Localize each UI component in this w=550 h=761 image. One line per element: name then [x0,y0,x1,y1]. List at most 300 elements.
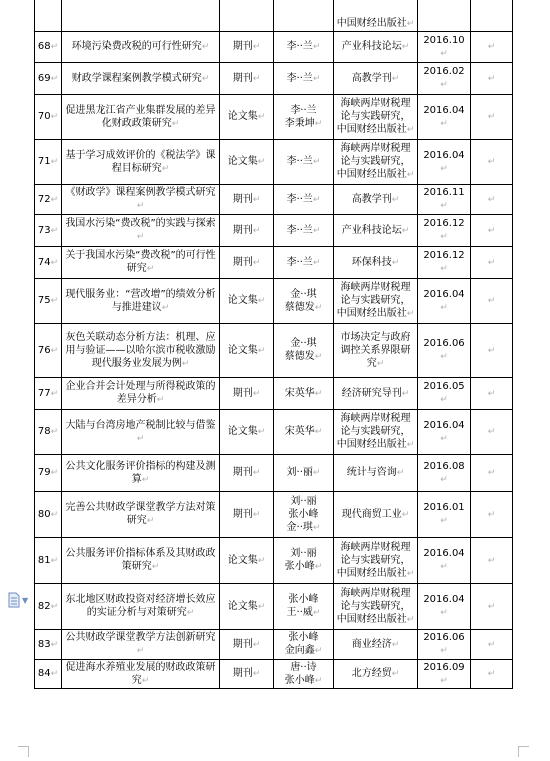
author-cell [274,215,334,247]
author-name: 金··琪 [290,338,317,349]
author-cell [274,279,334,324]
publisher-text: 海峡两岸财税理论与实践研究，中国财经出版社 [336,413,411,450]
publisher-cell [334,492,418,538]
paragraph-mark-icon: ↵ [201,73,210,84]
date-cell [418,140,471,185]
paragraph-mark-icon: ↵ [487,639,496,650]
date-text: 2016.12 [423,250,465,261]
publisher-cell [334,95,418,140]
index-text: 69 [37,72,51,84]
paragraph-mark-icon: ↵ [401,509,410,520]
publisher-cell [334,410,418,455]
paragraph-mark-icon: ↵ [401,225,410,236]
index-cell [35,247,62,279]
paragraph-mark-icon: ↵ [314,388,323,399]
date-cell [418,63,471,95]
author-name: 李··兰 [290,104,317,116]
publisher-cell [334,0,418,32]
empty-cell [471,492,513,538]
title-cell [62,95,220,140]
author-cell [274,63,334,95]
paragraph-mark-icon: ↵ [252,194,261,205]
paragraph-mark-icon: ↵ [186,608,195,618]
paragraph-mark-icon: ↵ [487,194,496,205]
paragraph-mark-icon: ↵ [314,302,323,313]
table-row [35,492,513,538]
publisher-cell [334,140,418,185]
paragraph-mark-icon: ↵ [312,157,321,167]
author-cell [274,492,334,538]
paragraph-mark-icon: ↵ [312,225,321,236]
empty-cell [471,95,513,140]
title-cell [62,185,220,215]
empty-cell [471,660,513,689]
type-text: 论文集 [227,111,258,122]
table-row [35,584,513,630]
paragraph-mark-icon: ↵ [252,73,261,84]
publisher-text: 北方经贸 [351,668,392,679]
paragraph-mark-icon: ↵ [440,118,448,129]
date-text: 2016.05 [423,381,465,392]
empty-cell [471,32,513,63]
title-text: 现代服务业：“营改增”的绩效分析与推进建议 [65,288,216,313]
date-text: 2016.09 [423,661,465,673]
publisher-cell [334,32,418,63]
table-row [35,185,513,215]
index-cell [35,0,62,32]
date-cell [418,630,471,660]
paragraph-mark-icon: ↵ [257,555,266,566]
index-text: 74 [37,256,51,268]
paragraph-mark-icon: ↵ [171,118,180,129]
title-text: 关于我国水污染“费改税”的可行性研究 [65,250,216,274]
date-text: 2016.02 [423,66,465,77]
type-cell [220,492,274,538]
author-name: 李··兰 [286,224,313,236]
paragraph-mark-icon: ↵ [440,646,448,656]
type-cell [220,63,274,95]
table-row [35,455,513,492]
empty-cell [471,0,513,32]
author-name: 李秉坤 [284,117,315,129]
date-cell [418,247,471,279]
publisher-cell [334,455,418,492]
title-cell [62,32,220,63]
type-cell [220,32,274,63]
paragraph-mark-icon: ↵ [440,562,448,572]
paragraph-mark-icon: ↵ [487,225,496,236]
title-cell [62,247,220,279]
publisher-cell [334,630,418,660]
paragraph-mark-icon: ↵ [312,608,321,618]
publisher-text: 现代商贸工业 [341,508,402,520]
paragraph-mark-icon: ↵ [50,427,59,437]
paragraph-mark-icon: ↵ [50,388,59,399]
type-text: 期刊 [232,256,253,268]
index-text: 84 [37,668,51,679]
title-cell [62,630,220,660]
paragraph-mark-icon: ↵ [314,427,323,437]
author-cell [274,185,334,215]
index-cell [35,660,62,689]
paragraph-mark-icon: ↵ [50,194,59,205]
paragraph-mark-icon: ↵ [391,257,400,268]
author-cell [274,584,334,630]
empty-cell [471,279,513,324]
empty-cell [471,185,513,215]
paragraph-mark-icon: ↵ [314,562,323,572]
author-name: 金··琪 [286,521,313,533]
title-cell [62,324,220,378]
author-cell [274,660,334,689]
publisher-text: 环保科技 [351,256,392,268]
publisher-text: 海峡两岸财税理论与实践研究，中国财经出版社 [336,98,411,135]
index-cell [35,63,62,95]
paragraph-mark-icon: ↵ [141,675,150,686]
author-name: 宋英华 [284,426,315,437]
index-text: 77 [37,387,51,399]
index-cell [35,324,62,378]
type-cell [220,455,274,492]
paragraph-mark-icon: ↵ [487,112,496,122]
empty-cell [471,538,513,584]
title-cell [62,492,220,538]
paragraph-mark-icon: ↵ [252,669,261,679]
date-text: 2016.04 [423,419,465,431]
paragraph-mark-icon: ↵ [252,468,261,478]
table-row [35,215,513,247]
date-cell [418,279,471,324]
paragraph-mark-icon: ↵ [487,388,496,399]
table-row [35,247,513,279]
paragraph-mark-icon: ↵ [312,73,321,84]
index-text: 76 [37,344,51,356]
paragraph-mark-icon: ↵ [50,73,59,84]
paragraph-mark-icon: ↵ [406,19,415,29]
publisher-text: 中国财经出版社 [336,18,407,29]
paragraph-mark-icon: ↵ [406,125,415,135]
empty-cell [471,410,513,455]
paragraph-mark-icon: ↵ [257,157,266,167]
type-cell [220,378,274,410]
publisher-text: 高教学刊 [351,72,392,84]
index-text: 80 [37,508,51,520]
index-cell [35,140,62,185]
type-cell [220,0,274,32]
title-cell [62,378,220,410]
paragraph-mark-icon: ↵ [440,232,448,242]
paragraph-mark-icon: ↵ [252,509,261,520]
paragraph-mark-icon: ↵ [156,395,165,405]
paragraph-mark-icon: ↵ [391,639,400,650]
date-text: 2016.08 [423,460,465,472]
paragraph-mark-icon: ↵ [136,201,145,211]
index-text: 83 [37,638,51,650]
index-cell [35,279,62,324]
paragraph-mark-icon: ↵ [50,639,59,650]
publisher-text: 海峡两岸财税理论与实践研究，中国财经出版社 [336,143,411,180]
table-row [35,279,513,324]
author-name: 唐··诗 [290,661,317,673]
paragraph-mark-icon: ↵ [440,675,448,686]
empty-cell [471,584,513,630]
publisher-cell [334,378,418,410]
author-cell [274,0,334,32]
title-text: 公共文化服务评价指标的构建及测算 [65,460,216,485]
paragraph-mark-icon: ↵ [487,601,496,612]
author-cell [274,247,334,279]
paragraph-mark-icon: ↵ [257,296,266,306]
type-text: 期刊 [232,668,253,679]
publisher-cell [334,247,418,279]
margin-corner-right [518,746,529,757]
type-text: 论文集 [227,554,258,566]
title-text: 企业合并会计处理与所得税政策的差异分析 [65,381,216,405]
margin-corner-left [18,746,29,757]
date-text: 2016.04 [423,149,465,161]
paragraph-mark-icon: ↵ [312,257,321,268]
publisher-text: 海峡两岸财税理论与实践研究，中国财经出版社 [336,587,411,625]
type-text: 期刊 [232,638,253,650]
date-text: 2016.04 [423,548,465,559]
index-cell [35,455,62,492]
paragraph-mark-icon: ↵ [406,309,415,319]
author-name: 金向鑫 [284,645,315,656]
title-text: 环境污染费改税的可行性研究 [71,41,202,52]
index-text: 71 [37,156,51,167]
index-cell [35,492,62,538]
title-cell [62,215,220,247]
author-cell [274,455,334,492]
publisher-text: 海峡两岸财税理论与实践研究，中国财经出版社 [336,541,411,579]
title-text: 大陆与台湾房地产税制比较与借鉴 [65,419,216,431]
author-cell [274,95,334,140]
type-cell [220,185,274,215]
type-text: 论文集 [227,295,258,306]
author-name: 刘··丽 [286,467,313,478]
publisher-cell [334,63,418,95]
index-cell [35,584,62,630]
paragraph-mark-icon: ↵ [487,427,496,437]
empty-cell [471,455,513,492]
paragraph-mark-icon: ↵ [146,516,155,526]
paragraph-mark-icon: ↵ [440,608,448,618]
paragraph-mark-icon: ↵ [141,474,150,485]
type-text: 论文集 [227,156,258,167]
paragraph-mark-icon: ↵ [440,48,448,59]
author-name: 李··兰 [286,256,313,268]
paragraph-mark-icon: ↵ [406,568,415,579]
author-name: 李··兰 [286,41,313,52]
type-text: 期刊 [232,193,253,205]
type-text: 期刊 [232,41,253,52]
index-text: 79 [37,467,51,478]
paragraph-mark-icon: ↵ [440,302,448,313]
title-text: 促进黑龙江省产业集群发展的差异化财政政策研究 [65,104,216,129]
date-cell [418,538,471,584]
paragraph-mark-icon: ↵ [440,516,448,526]
author-cell [274,324,334,378]
paragraph-mark-icon: ↵ [50,345,59,356]
paragraph-mark-icon: ↵ [440,352,448,362]
paragraph-mark-icon: ↵ [314,352,323,362]
title-cell [62,455,220,492]
date-text: 2016.01 [423,502,465,513]
type-text: 期刊 [232,72,253,84]
author-cell [274,378,334,410]
type-cell [220,247,274,279]
type-cell [220,584,274,630]
title-text: 基于学习成效评价的《税法学》课程目标研究 [65,149,216,174]
title-text: 《财政学》课程案例教学模式研究 [65,187,216,198]
paragraph-mark-icon: ↵ [440,474,448,485]
paragraph-mark-icon: ↵ [487,345,496,356]
index-cell [35,95,62,140]
paragraph-mark-icon: ↵ [50,555,59,566]
publisher-text: 海峡两岸财税理论与实践研究，中国财经出版社 [336,282,411,319]
paragraph-mark-icon: ↵ [136,433,145,444]
paragraph-mark-icon: ↵ [314,118,323,129]
table-row [35,538,513,584]
date-text: 2016.12 [423,218,465,229]
paragraph-mark-icon: ↵ [50,42,59,52]
paragraph-mark-icon: ↵ [161,302,170,313]
date-text: 2016.10 [423,34,465,46]
index-cell [35,630,62,660]
type-text: 期刊 [232,467,253,478]
publisher-text: 经济研究导刊 [341,387,402,399]
paragraph-mark-icon: ↵ [487,669,496,679]
type-cell [220,538,274,584]
empty-cell [471,140,513,185]
author-name: 张小峰 [284,561,315,572]
title-text: 公共财政学课堂教学方法创新研究 [65,632,216,643]
author-name: 李··兰 [286,156,313,167]
type-text: 论文集 [227,426,258,437]
type-cell [220,95,274,140]
publisher-cell [334,584,418,630]
paragraph-mark-icon: ↵ [487,468,496,478]
type-cell [220,410,274,455]
index-text: 68 [37,41,51,52]
paragraph-mark-icon: ↵ [50,112,59,122]
paragraph-mark-icon: ↵ [252,639,261,650]
type-cell [220,324,274,378]
paragraph-mark-icon: ↵ [314,646,323,656]
document-icon[interactable] [8,592,20,608]
paragraph-mark-icon: ↵ [314,675,323,686]
index-text: 73 [37,224,51,236]
paragraph-mark-icon: ↵ [487,296,496,306]
paragraph-mark-icon: ↵ [50,601,59,612]
empty-cell [471,247,513,279]
title-cell [62,584,220,630]
index-text: 78 [37,426,51,437]
publisher-text: 产业科技论坛 [341,41,402,52]
author-name: 王··威 [286,607,313,618]
title-text: 促进海水养殖业发展的财政政策研究 [65,661,216,686]
paragraph-mark-icon: ↵ [401,388,410,399]
paragraph-mark-icon: ↵ [487,509,496,520]
paragraph-mark-icon: ↵ [201,42,210,52]
author-cell [274,410,334,455]
index-text: 82 [37,600,51,612]
type-cell [220,140,274,185]
author-name: 蔡德发 [284,301,315,313]
author-name: 蔡德发 [284,351,315,362]
empty-cell [471,324,513,378]
paragraph-mark-icon: ↵ [50,157,59,167]
type-text: 期刊 [232,508,253,520]
paragraph-mark-icon: ↵ [257,427,266,437]
paragraph-mark-icon: ↵ [391,73,400,84]
type-text: 论文集 [227,344,258,356]
date-text: 2016.04 [423,594,465,605]
index-text: 72 [37,193,51,205]
date-cell [418,324,471,378]
author-name: 李··兰 [286,72,313,84]
index-cell [35,215,62,247]
author-name: 宋英华 [284,387,315,399]
paragraph-mark-icon: ↵ [50,509,59,520]
title-cell [62,0,220,32]
paragraph-mark-icon: ↵ [50,669,59,679]
author-cell [274,140,334,185]
title-cell [62,410,220,455]
title-text: 灰色关联动态分析方法：机理、应用与验证——以哈尔滨市税收激励现代服务业发展为例 [65,331,216,369]
date-cell [418,660,471,689]
table-row [35,0,513,32]
publisher-cell [334,324,418,378]
paragraph-mark-icon: ↵ [50,296,59,306]
date-text: 2016.04 [423,288,465,300]
type-text: 期刊 [232,387,253,399]
index-cell [35,378,62,410]
table-row [35,95,513,140]
date-cell [418,32,471,63]
title-text: 东北地区财政投资对经济增长效应的实证分析与对策研究 [65,594,216,618]
author-cell [274,630,334,660]
date-cell [418,0,471,32]
index-text: 70 [37,111,51,122]
table-row [35,660,513,689]
empty-cell [471,378,513,410]
paragraph-mark-icon: ↵ [401,42,410,52]
publisher-text: 商业经济 [351,638,392,650]
publisher-text: 统计与咨询 [346,467,397,478]
paragraph-mark-icon: ↵ [440,201,448,211]
paragraph-mark-icon: ↵ [50,468,59,478]
paragraph-mark-icon: ↵ [252,257,261,268]
publication-table [34,0,513,689]
paragraph-mark-icon: ↵ [376,358,385,369]
chevron-down-icon[interactable]: ▼ [22,596,29,605]
paragraph-mark-icon: ↵ [487,42,496,52]
paragraph-mark-icon: ↵ [487,555,496,566]
paragraph-mark-icon: ↵ [151,562,160,572]
author-name: 金··琪 [290,288,317,300]
date-cell [418,378,471,410]
date-text: 2016.06 [423,632,465,643]
title-cell [62,538,220,584]
paragraph-mark-icon: ↵ [391,669,400,679]
publisher-cell [334,185,418,215]
table-row [35,63,513,95]
publisher-cell [334,279,418,324]
index-text: 81 [37,554,51,566]
table-row [35,410,513,455]
paragraph-mark-icon: ↵ [252,42,261,52]
